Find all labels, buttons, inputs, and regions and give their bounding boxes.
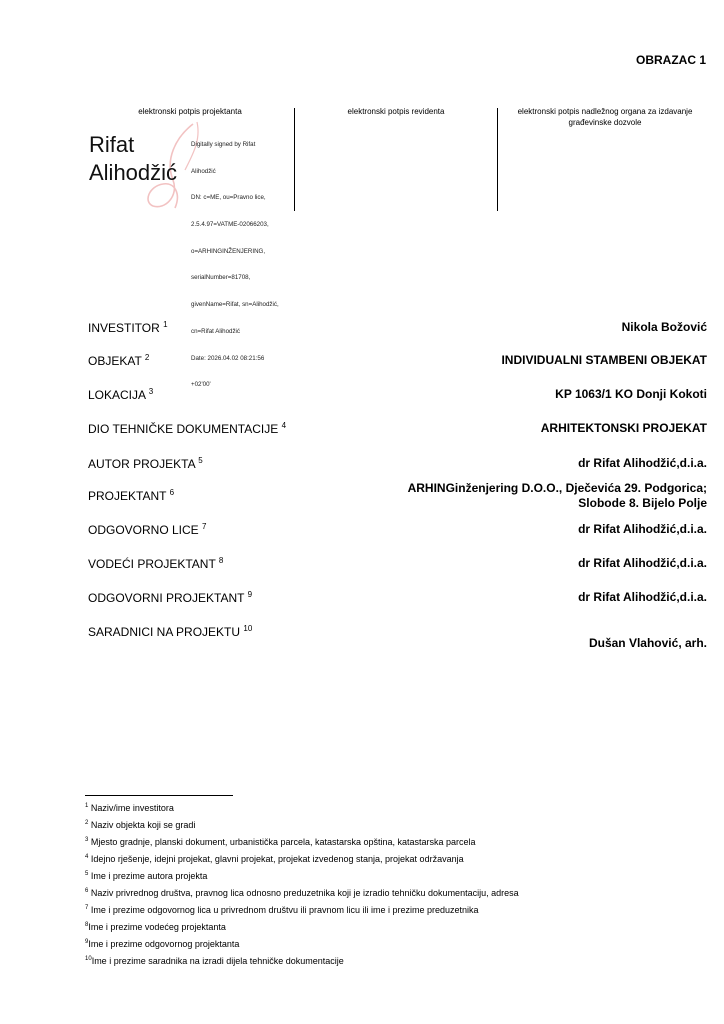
- field-label: DIO TEHNIČKE DOKUMENTACIJE $^4$: [88, 421, 287, 436]
- footnote: $^4$ Idejno rješenje, idejni projekat, glavni projekat, projekat izvedenog stanja, projekat održavanja: [85, 854, 464, 864]
- footnote: $^3$ Mjesto gradnje, planski dokument, urbanistička parcela, katastarska opština, katastarska parcela: [85, 837, 476, 847]
- authority-header-line: elektronski potpis nadležnog organa za izdavanje: [517, 107, 693, 116]
- signature-details: [191, 123, 279, 408]
- reviewer-signature-header: elektronski potpis revidenta: [347, 107, 445, 116]
- signature-detail-line: serialNumber=81708,: [191, 274, 251, 282]
- signer-last-name: Alihodžić: [89, 160, 178, 185]
- signature-detail-line: +02'00': [191, 381, 211, 389]
- field-label: ODGOVORNI PROJEKTANT $^9$: [88, 590, 253, 605]
- field-label: SARADNICI NA PROJEKTU $^{10}$: [88, 624, 253, 639]
- field-value: [408, 481, 707, 511]
- authority-signature-cell: [498, 106, 712, 211]
- footnote: $^6$ Naziv privrednog društva, pravnog lica odnosno preduzetnika koji je izradio tehničku dokumentaciju, adresa: [85, 888, 519, 898]
- signature-detail-line: Date: 2026.04.02 08:21:56: [191, 354, 265, 362]
- signature-detail-line: 2.5.4.97=VATME-02066203,: [191, 220, 269, 228]
- field-value: dr Rifat Alihodžić,d.i.a.: [578, 590, 707, 604]
- field-value: dr Rifat Alihodžić,d.i.a.: [578, 522, 707, 536]
- reviewer-signature-cell: [295, 106, 497, 211]
- field-projektant: [88, 481, 707, 515]
- footnote: $^2$ Naziv objekta koji se gradi: [85, 820, 196, 830]
- field-label: VODEĆI PROJEKTANT $^8$: [88, 556, 224, 571]
- authority-header-line: građevinske dozvole: [568, 118, 642, 127]
- field-label: LOKACIJA $^3$: [88, 387, 154, 402]
- field-value-line: ARHINGinženjering D.O.O., Dječevića 29. Podgorica;: [407, 481, 707, 495]
- field-value: INDIVIDUALNI STAMBENI OBJEKAT: [501, 353, 707, 367]
- footnote-separator: [85, 795, 233, 796]
- signature-detail-line: Alihodžić: [191, 167, 216, 175]
- designer-signature-header: elektronski potpis projektanta: [138, 107, 242, 116]
- field-saradnici: [88, 624, 707, 658]
- footnote: $^{10}$Ime i prezime saradnika na izradi dijela tehničke dokumentacije: [85, 956, 344, 966]
- field-value: dr Rifat Alihodžić,d.i.a.: [578, 556, 707, 570]
- signature-detail-line: Digitally signed by Rifat: [191, 140, 256, 148]
- signature-detail-line: givenName=Rifat, sn=Alihodžić,: [191, 301, 279, 309]
- field-label: OBJEKAT $^2$: [88, 353, 150, 368]
- field-label: INVESTITOR $^1$: [88, 320, 168, 335]
- field-value: dr Rifat Alihodžić,d.i.a.: [578, 456, 707, 470]
- field-label: PROJEKTANT $^6$: [88, 488, 175, 503]
- field-label: AUTOR PROJEKTA $^5$: [88, 456, 203, 471]
- authority-signature-header: [498, 106, 712, 128]
- field-value: Dušan Vlahović, arh.: [588, 636, 707, 650]
- field-value-line: Slobode 8. Bijelo Polje: [578, 496, 707, 510]
- signer-name: [89, 131, 177, 187]
- footnote: $^1$ Naziv/ime investitora: [85, 803, 174, 813]
- footnote: $^5$ Ime i prezime autora projekta: [85, 871, 208, 881]
- field-value: ARHITEKTONSKI PROJEKAT: [540, 421, 707, 435]
- footnote: $^7$ Ime i prezime odgovornog lica u privrednom društvu ili pravnom licu ili ime i prezime preduzetnika: [85, 905, 479, 915]
- field-label: ODGOVORNO LICE $^7$: [88, 522, 207, 537]
- footnote: $^9$Ime i prezime odgovornog projektanta: [85, 939, 240, 949]
- signer-first-name: Rifat: [89, 132, 135, 157]
- field-value: Nikola Božović: [621, 320, 707, 334]
- signature-detail-line: o=ARHINGINŽENJERING,: [191, 247, 266, 255]
- signature-detail-line: cn=Rifat Alihodžić: [191, 327, 241, 335]
- field-value: KP 1063/1 KO Donji Kokoti: [555, 387, 707, 401]
- footnote: $^8$Ime i prezime vodećeg projektanta: [85, 922, 226, 932]
- form-number: OBRAZAC 1: [635, 53, 706, 67]
- signature-detail-line: DN: c=ME, ou=Pravno lice,: [191, 194, 266, 202]
